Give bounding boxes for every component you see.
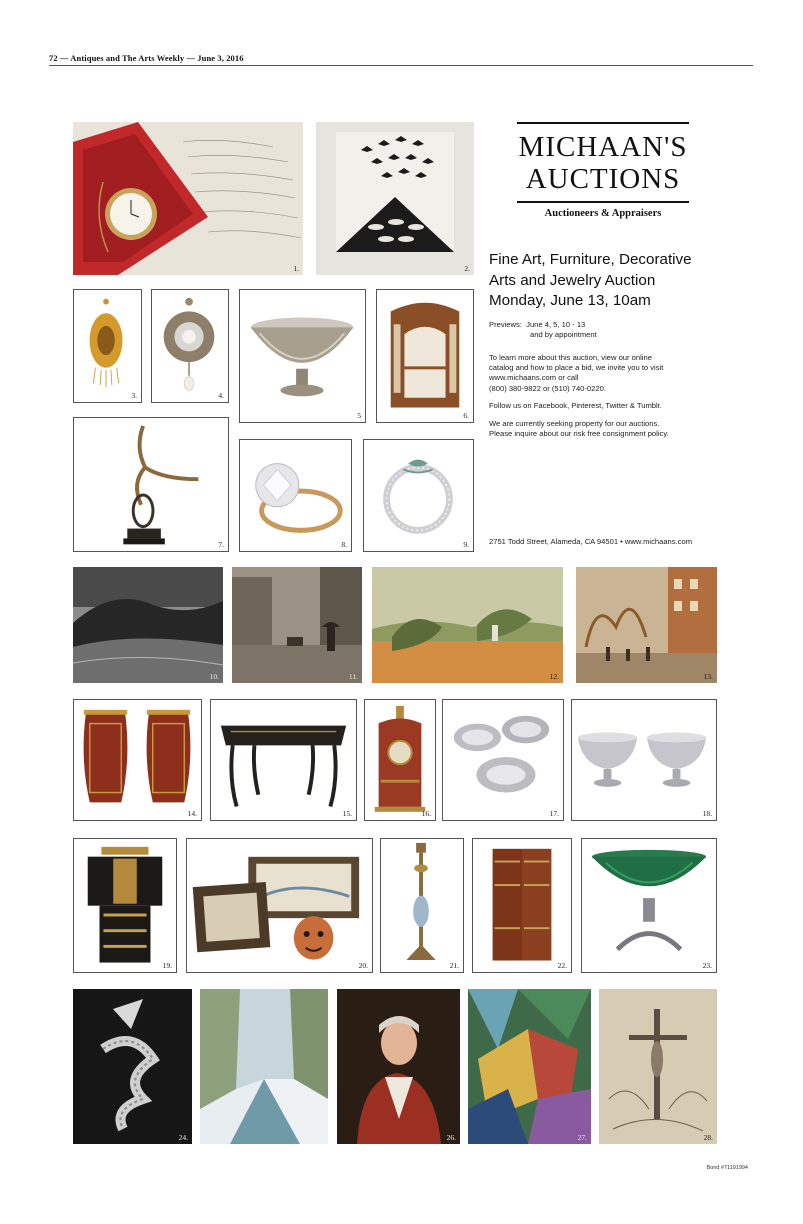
lot-7-image — [73, 417, 229, 552]
lot-number: 28. — [703, 1133, 713, 1142]
lot-8-image — [239, 439, 352, 552]
gold-pendant-illustration — [74, 290, 141, 401]
lot-21-image — [380, 838, 464, 973]
lot-13-image — [576, 567, 717, 683]
logo-rule-top — [517, 122, 689, 124]
lot-number: 6. — [463, 411, 469, 420]
logo-name-line2: AUCTIONS — [525, 163, 681, 195]
lot-1-image — [73, 122, 303, 275]
silver-bowls-illustration — [572, 700, 716, 820]
lot-14-image — [73, 699, 202, 821]
lot-number: 18. — [702, 809, 712, 818]
running-head: 72 — Antiques and The Arts Weekly — June 3, 2016 — [49, 53, 244, 63]
lot-16-image — [364, 699, 436, 821]
silver-dishes-illustration — [443, 700, 563, 820]
sale-date-line: Monday, June 13, 10am — [489, 292, 651, 309]
previews-block — [489, 320, 729, 340]
crucifixion-drawing-illustration — [599, 989, 717, 1144]
lot-26-image — [337, 989, 460, 1144]
consign-line: We are currently seeking property for our auctions. — [489, 419, 660, 428]
lot-number: 21. — [449, 961, 459, 970]
sale-title-line: Fine Art, Furniture, Decorative — [489, 251, 692, 268]
lot-19-image — [73, 838, 177, 973]
lot-17-image — [442, 699, 564, 821]
lot-number: 19. — [162, 961, 172, 970]
dragon-print-illustration — [73, 989, 192, 1144]
lot-6-image — [376, 289, 474, 423]
info-line: catalog and how to place a bid, we invite you to visit — [489, 363, 664, 373]
diamond-ring-illustration — [240, 440, 351, 551]
lot-9-image — [363, 439, 474, 552]
lot-number: 27. — [577, 1133, 587, 1142]
pedestal-cabinets-illustration — [74, 700, 201, 820]
previews-more: and by appointment — [530, 330, 597, 340]
lot-number: 11. — [348, 672, 358, 681]
lot-22-image — [472, 838, 572, 973]
lot-number: 5 — [357, 411, 361, 420]
lot-4-image — [151, 289, 229, 403]
lot-number: 12. — [549, 672, 559, 681]
info-line: To learn more about this auction, view our online — [489, 353, 652, 362]
lot-20-image — [186, 838, 373, 973]
pearl-brooch-illustration — [152, 290, 228, 401]
logo-tagline: Auctioneers & Appraisers — [544, 208, 662, 219]
consign-block — [489, 419, 729, 439]
address-line: 2751 Todd Street, Alameda, CA 94501 • www.michaans.com — [489, 537, 693, 546]
lot-number: 7. — [218, 540, 224, 549]
previews-dates: June 4, 5, 10 - 13 — [526, 320, 586, 329]
lot-10-image — [73, 567, 223, 683]
lot-28-image — [599, 989, 717, 1144]
info-line: www.michaans.com or call — [489, 373, 579, 383]
winter-stream-illustration — [200, 989, 328, 1144]
lot-number: 23. — [702, 961, 712, 970]
lot-number: 1. — [293, 264, 299, 273]
lot-number: 15. — [342, 809, 352, 818]
lot-number: 24. — [178, 1133, 188, 1142]
malachite-bowl-illustration — [582, 839, 716, 972]
candle-stand-illustration — [381, 839, 463, 971]
leather-books-illustration — [473, 839, 571, 971]
social-line: Follow us on Facebook, Pinterest, Twitter & Tumblr. — [489, 401, 662, 410]
lot-number: 17. — [549, 809, 559, 818]
silver-bowl-illustration — [240, 290, 365, 422]
lot-number: 8. — [341, 540, 347, 549]
lot-number: 25. — [314, 1133, 324, 1142]
lot-2-image — [316, 122, 474, 275]
gentleman-portrait-illustration — [337, 989, 460, 1144]
lot-number: 26. — [446, 1133, 456, 1142]
phone-line: (800) 380-9822 or (510) 740-0220. — [489, 383, 606, 393]
inlaid-shelf-illustration — [377, 290, 473, 421]
savanna-painting-illustration — [372, 567, 563, 683]
lot-number: 13. — [703, 672, 713, 681]
lot-number: 2. — [464, 264, 470, 273]
lot-number: 9. — [463, 540, 469, 549]
lot-number: 16. — [421, 809, 431, 818]
lot-number: 3. — [131, 391, 137, 400]
rainy-street-illustration — [232, 567, 362, 683]
framed-works-mask-illustration — [187, 839, 372, 973]
lot-number: 10. — [209, 672, 219, 681]
lot-25-image — [200, 989, 328, 1144]
sale-title-line: Arts and Jewelry Auction — [489, 271, 656, 289]
lot-24-image — [73, 989, 192, 1144]
lot-23-image — [581, 838, 717, 973]
previews-label: Previews: — [489, 320, 522, 329]
birds-fish-print-illustration — [316, 122, 474, 275]
info-block — [489, 353, 729, 394]
cubist-figures-illustration — [468, 989, 591, 1144]
lot-3-image — [73, 289, 142, 403]
wreath-brooch-illustration — [364, 440, 473, 551]
lot-5-image — [239, 289, 366, 423]
lot-number: 22. — [557, 961, 567, 970]
lot-18-image — [571, 699, 717, 821]
paris-boulevard-illustration — [576, 567, 717, 683]
header-rule — [49, 65, 753, 66]
pocket-watch-illustration — [73, 122, 303, 275]
folio-code: Bond #71191994 — [706, 1165, 748, 1171]
lot-12-image — [372, 567, 563, 683]
lot-number: 4. — [218, 391, 224, 400]
mountain-photograph-illustration — [73, 567, 223, 683]
lot-number: 14. — [187, 809, 197, 818]
lot-11-image — [232, 567, 362, 683]
lot-number: 20. — [358, 961, 368, 970]
lot-15-image — [210, 699, 357, 821]
bracket-clock-illustration — [365, 700, 435, 819]
bronze-dancer-illustration — [74, 418, 228, 551]
lacquer-cabinet-illustration — [74, 839, 176, 971]
writing-table-illustration — [211, 700, 356, 820]
lot-27-image — [468, 989, 591, 1144]
consign-line: Please inquire about our risk free consignment policy. — [489, 429, 669, 439]
sale-title — [489, 250, 729, 312]
logo-name-line1: MICHAAN'S — [518, 131, 688, 163]
logo-rule-bottom — [517, 201, 689, 203]
